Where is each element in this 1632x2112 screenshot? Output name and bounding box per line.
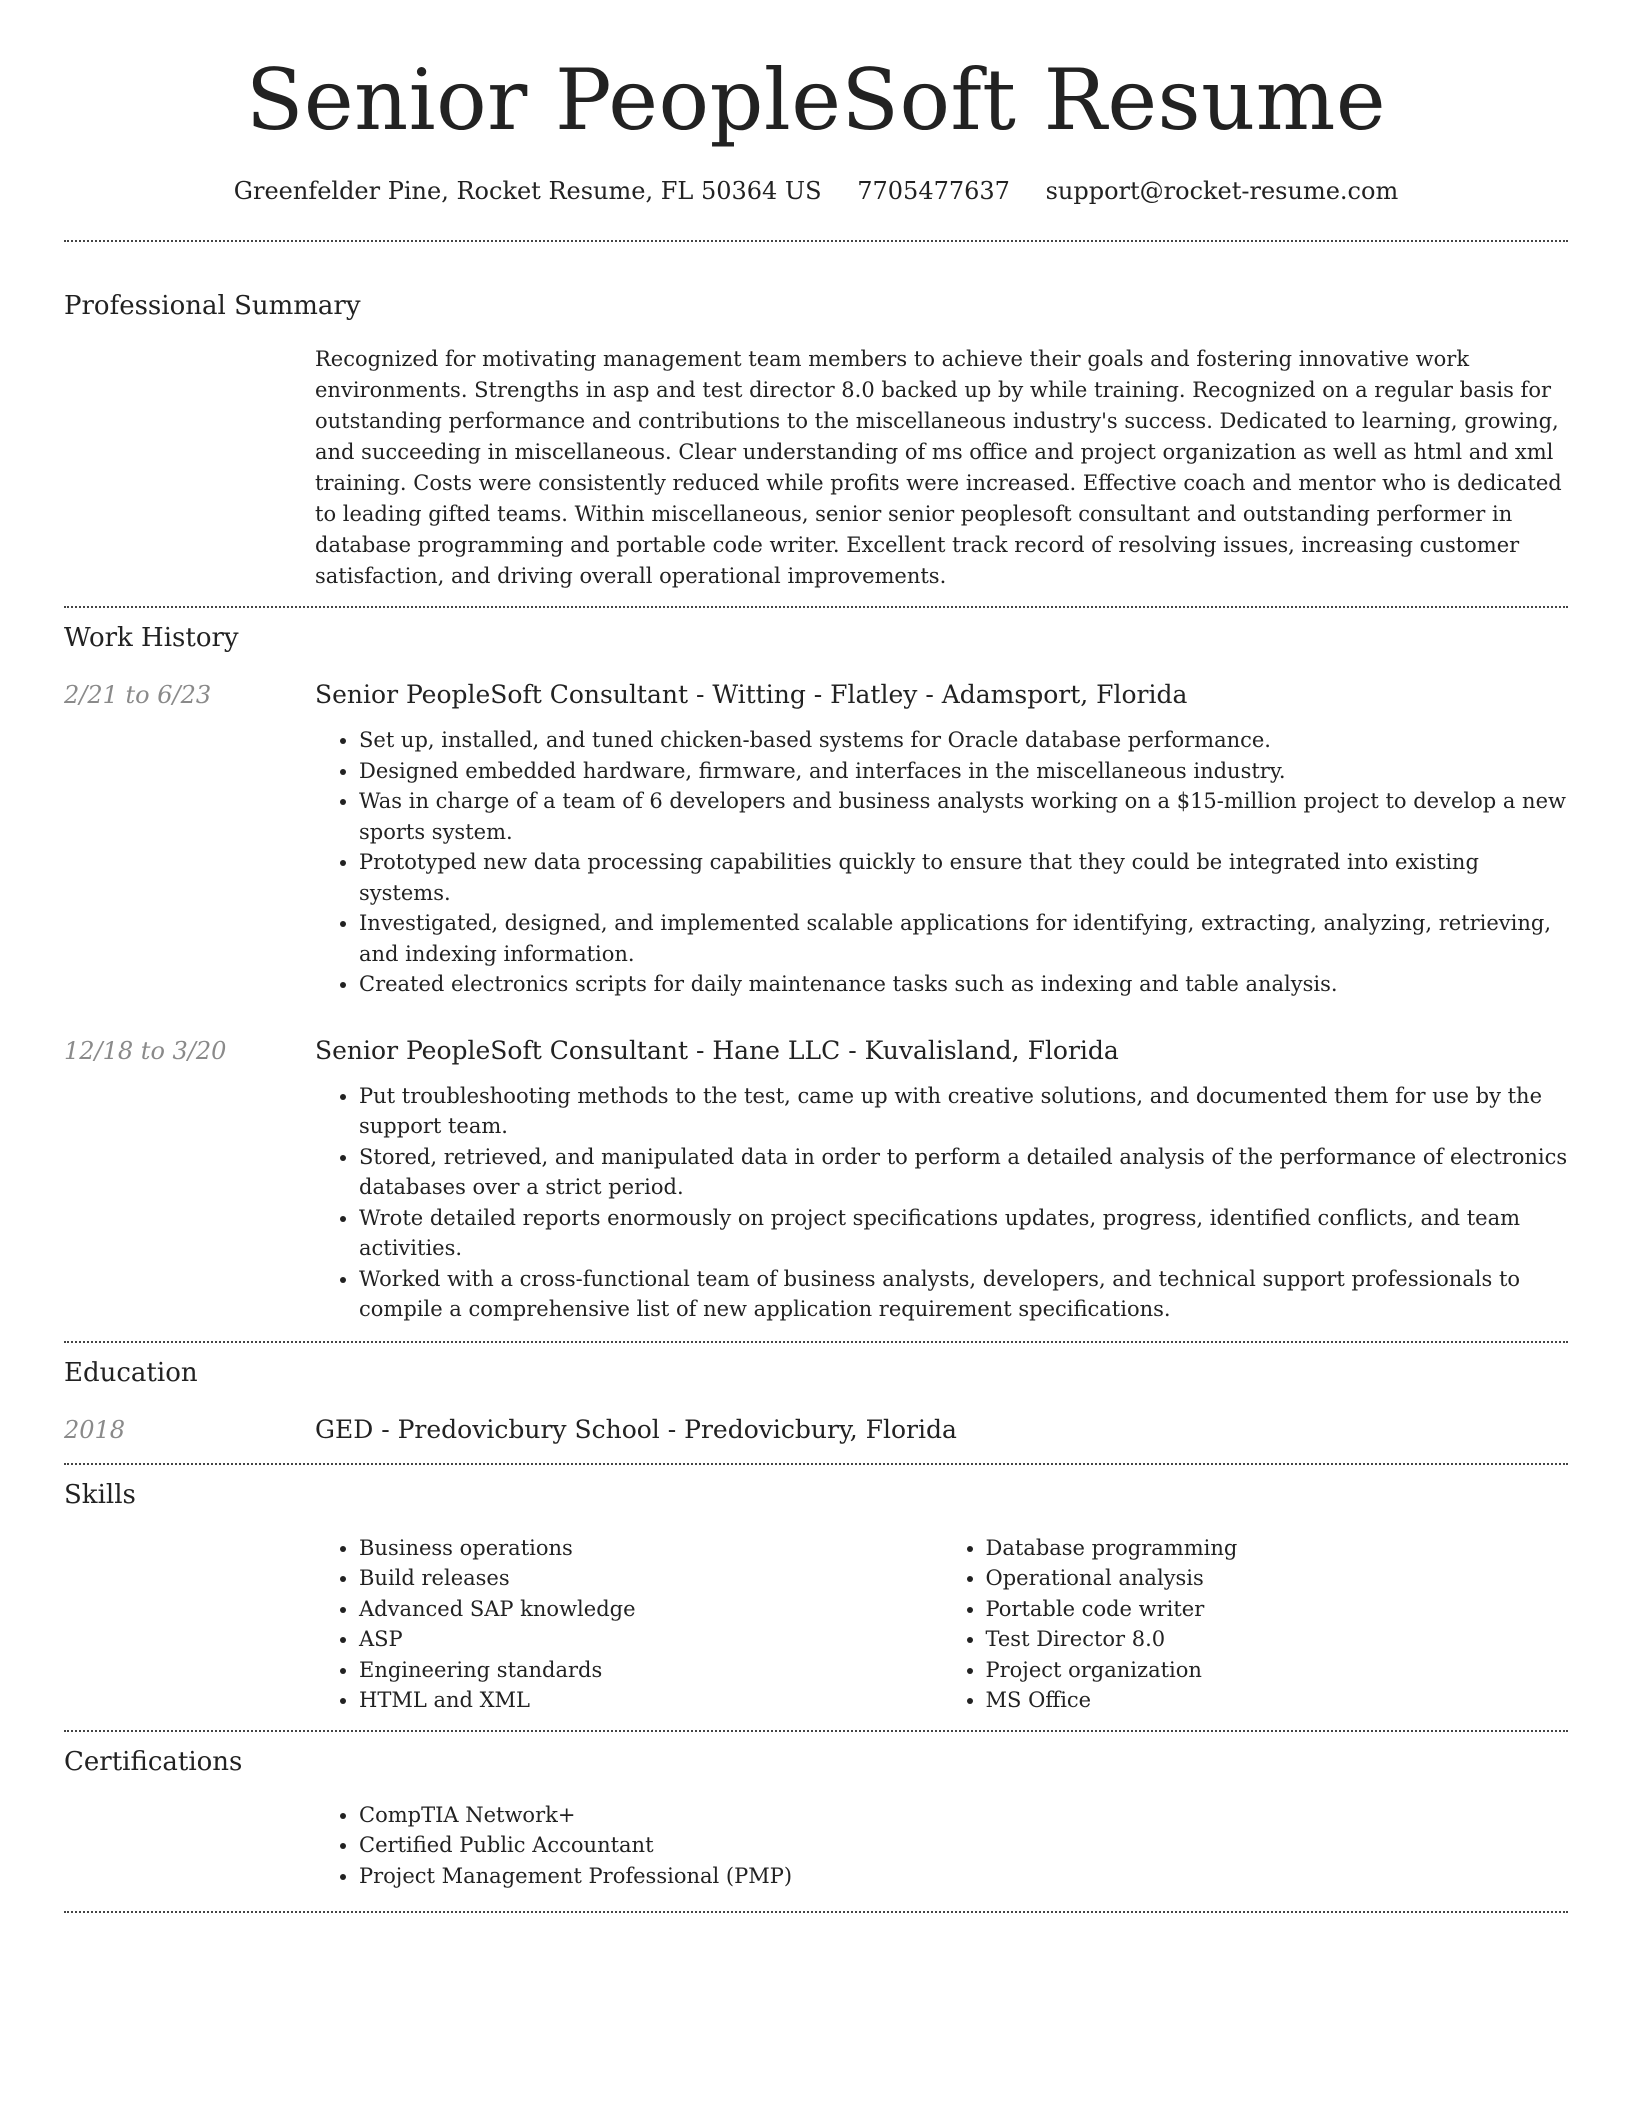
summary-text: Recognized for motivating management team members to achieve their goals and fostering innovative work environments. Strengths in asp and test director 8.0 backed up by while training. Recognized on a regular basis for outstanding performance and contributions to the miscellaneous industry's success. Dedicated to learning, growing, and succeeding in miscellaneous. Clear understanding of ms office and project organization as well as html and xml training. Costs were consistently reduced while profits were increased. Effective coach and mentor who is dedicated to leading gifted teams. Within miscellaneous, senior senior peoplesoft consultant and outstanding performer in database programming and portable code writer. Excellent track record of resolving issues, increasing customer satisfaction, and driving overall operational improvements. [315, 347, 1562, 588]
job-bullets [315, 1081, 1568, 1325]
skill-item: • Engineering standards [359, 1655, 942, 1686]
skill-item: • HTML and XML [359, 1685, 942, 1716]
work-history-heading: Work History [64, 623, 239, 653]
summary-heading: Professional Summary [64, 291, 361, 321]
skills-grid [315, 1533, 1568, 1716]
job-bullet: • Worked with a cross-functional team of business analysts, developers, and technical support professionals to compile a comprehensive list of new application requirement specifications. [359, 1264, 1568, 1325]
skill-item: • ASP [359, 1624, 942, 1655]
education-section [64, 1343, 1568, 1447]
certification-item: • CompTIA Network+ [359, 1800, 1568, 1831]
certifications-heading: Certifications [64, 1746, 243, 1777]
job-bullet: • Investigated, designed, and implemented scalable applications for identifying, extracting, analyzing, retrieving, and indexing information. [359, 908, 1568, 969]
contact-phone: 7705477637 [857, 177, 1010, 205]
job-bullet: • Prototyped new data processing capabilities quickly to ensure that they could be integrated into existing systems. [359, 847, 1568, 908]
job-bullet: • Stored, retrieved, and manipulated data in order to perform a detailed analysis of the performance of electronics databases over a strict period. [359, 1142, 1568, 1203]
job-dates: 12/18 to 3/20 [64, 1036, 227, 1065]
resume-title: Senior PeopleSoft Resume [245, 51, 1387, 149]
skill-item: • Test Director 8.0 [986, 1624, 1569, 1655]
skills-list-right [942, 1533, 1569, 1716]
skill-item: • Advanced SAP knowledge [359, 1594, 942, 1625]
education-year: 2018 [64, 1415, 126, 1444]
summary-section [64, 242, 1568, 592]
education-entry [64, 1413, 1568, 1447]
skills-heading: Skills [64, 1479, 136, 1510]
certifications-list [315, 1800, 1568, 1892]
skill-item: • Operational analysis [986, 1563, 1569, 1594]
job-bullet: • Designed embedded hardware, firmware, and interfaces in the miscellaneous industry. [359, 756, 1568, 787]
job-entry [64, 678, 1568, 1000]
job-bullet: • Wrote detailed reports enormously on project specifications updates, progress, identified conflicts, and team activities. [359, 1203, 1568, 1264]
contact-email: support@rocket-resume.com [1045, 177, 1399, 205]
job-dates: 2/21 to 6/23 [64, 681, 212, 709]
skill-item: • Portable code writer [986, 1594, 1569, 1625]
skill-item: • Business operations [359, 1533, 942, 1564]
certification-item: • Certified Public Accountant [359, 1830, 1568, 1861]
certifications-section [64, 1732, 1568, 1892]
skill-item: • MS Office [986, 1685, 1569, 1716]
job-bullet: • Created electronics scripts for daily maintenance tasks such as indexing and table analysis. [359, 969, 1568, 1000]
skill-item: • Project organization [986, 1655, 1569, 1686]
education-heading-text: GED - Predovicbury School - Predovicbury, Florida [315, 1414, 957, 1444]
job-bullet: • Was in charge of a team of 6 developers and business analysts working on a $15-million project to develop a new sports system. [359, 786, 1568, 847]
job-bullets [315, 725, 1568, 1000]
skills-section [64, 1465, 1568, 1716]
job-entry [64, 1034, 1568, 1325]
contact-address: Greenfelder Pine, Rocket Resume, FL 50364 US [233, 177, 822, 205]
job-heading: Senior PeopleSoft Consultant - Witting - Flatley - Adamsport, Florida [315, 680, 1188, 709]
job-bullet: • Set up, installed, and tuned chicken-based systems for Oracle database performance. [359, 725, 1568, 756]
education-heading: Education [64, 1357, 198, 1388]
section-divider [64, 1911, 1568, 1913]
contact-line [64, 174, 1568, 208]
skill-item: • Database programming [986, 1533, 1569, 1564]
work-history-section [64, 608, 1568, 1325]
resume-header [64, 0, 1568, 208]
job-heading: Senior PeopleSoft Consultant - Hane LLC - Kuvalisland, Florida [315, 1035, 1119, 1065]
skills-list-left [315, 1533, 942, 1716]
job-bullet: • Put troubleshooting methods to the test, came up with creative solutions, and documented them for use by the support team. [359, 1081, 1568, 1142]
certification-item: • Project Management Professional (PMP) [359, 1861, 1568, 1892]
skill-item: • Build releases [359, 1563, 942, 1594]
